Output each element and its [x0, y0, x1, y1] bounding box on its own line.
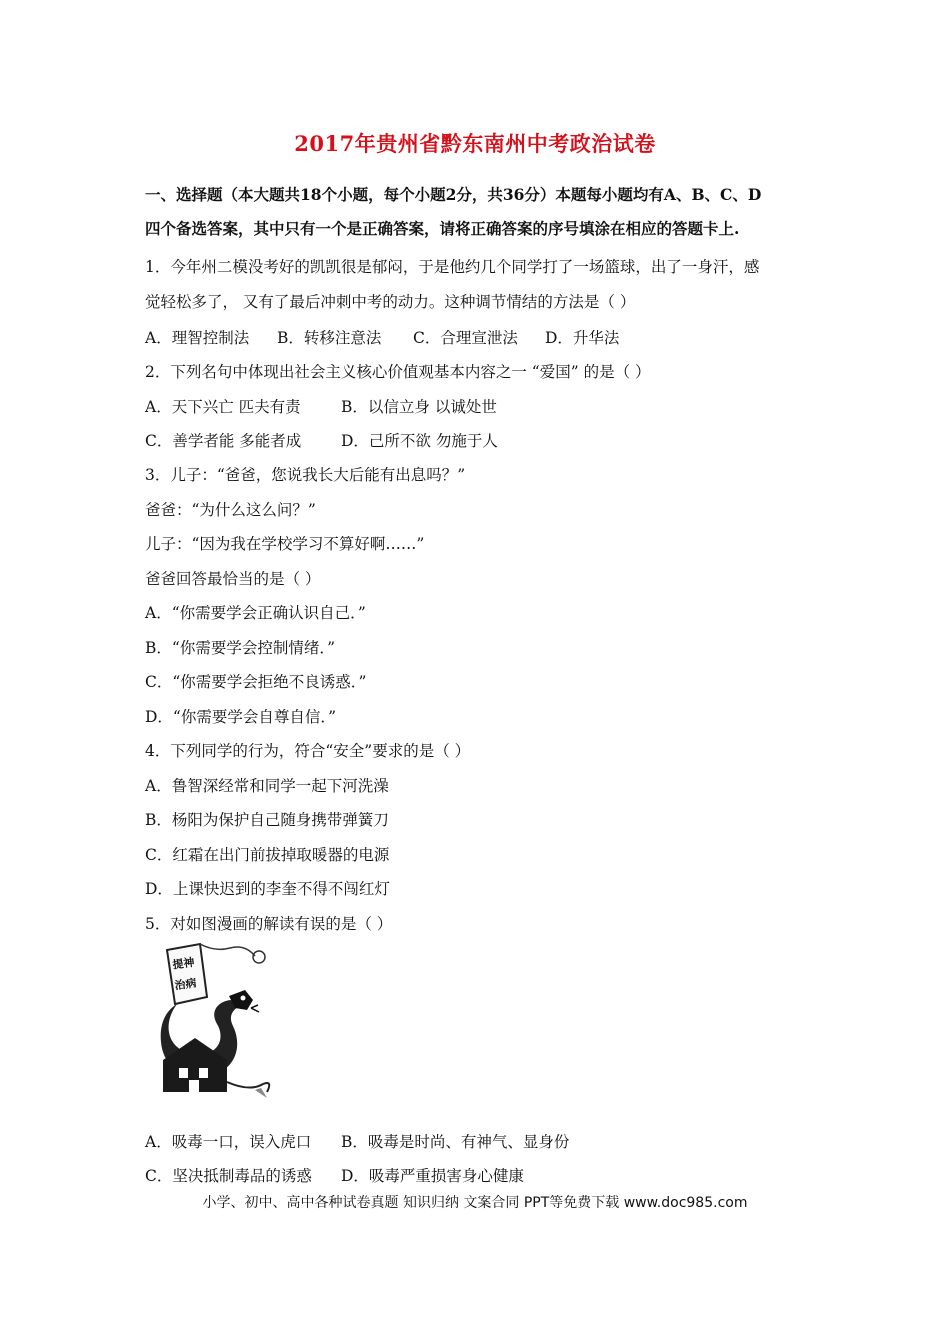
- cartoon-snake-tail: [227, 1082, 269, 1092]
- q5-options-row-2: [145, 1164, 815, 1186]
- page-footer: 小学、初中、高中各种试卷真题 知识归纳 文案合同 PPT等免费下载 www.doc985.com: [202, 1195, 748, 1211]
- q1-option-b: B．转移注意法: [277, 329, 382, 347]
- cartoon-sign-board: [167, 944, 265, 1004]
- cartoon-scribble: [255, 1088, 267, 1098]
- q1-option-a: A．理智控制法: [145, 329, 250, 347]
- q5-options-row-1: [145, 1130, 815, 1152]
- q3-option-c: C．“你需要学会拒绝不良诱惑．”: [145, 673, 367, 691]
- q2-option-b: B．以信立身 以诚处世: [341, 398, 497, 416]
- q2-stem: 2．下列名句中体现出社会主义核心价值观基本内容之一 “爱国” 的是（ ）: [145, 363, 651, 381]
- q2-options-row-2: [145, 429, 815, 451]
- q2-option-d: D．己所不欲 勿施于人: [341, 432, 498, 450]
- q1-stem-line-1: 1．今年州二模没考好的凯凯很是郁闷，于是他约几个同学打了一场篮球，出了一身汗，感: [145, 258, 760, 276]
- anti-drug-cartoon-image: [155, 942, 280, 1102]
- q5-option-d: D．吸毒严重损害身心健康: [341, 1167, 524, 1185]
- q4-option-c: C．红霜在出门前拔掉取暖器的电源: [145, 846, 390, 864]
- q3-line-2: 爸爸：“为什么这么问？”: [145, 501, 316, 519]
- q1-option-d: D．升华法: [545, 329, 620, 347]
- q4-stem: 4．下列同学的行为，符合“安全”要求的是（ ）: [145, 742, 471, 760]
- q2-options-row-1: [145, 395, 815, 417]
- q3-line-1: 3．儿子：“爸爸，您说我长大后能有出息吗？”: [145, 466, 466, 484]
- q5-option-b: B．吸毒是时尚、有神气、显身份: [341, 1133, 570, 1151]
- q3-line-3: 儿子：“因为我在学校学习不算好啊……”: [145, 535, 425, 553]
- section-heading-line-1: 一、选择题（本大题共18个小题，每个小题2分，共36分）本题每小题均有A、B、C、D: [145, 185, 762, 204]
- q3-option-a: A．“你需要学会正确认识自己．”: [145, 604, 366, 622]
- q1-option-c: C．合理宣泄法: [413, 329, 518, 347]
- q5-stem: 5．对如图漫画的解读有误的是（ ）: [145, 915, 393, 933]
- q2-option-a: A．天下兴亡 匹夫有责: [145, 398, 301, 416]
- q1-stem-line-2: 觉轻松多了， 又有了最后冲刺中考的动力。这种调节情结的方法是（ ）: [145, 293, 636, 311]
- q4-option-a: A．鲁智深经常和同学一起下河洗澡: [145, 777, 389, 795]
- cartoon-sign-text-1: 提神: [171, 955, 196, 972]
- q2-option-c: C．善学者能 多能者成: [145, 432, 302, 450]
- q1-options: [145, 326, 815, 348]
- cartoon-sign-text-2: 治病: [173, 976, 198, 993]
- q4-option-d: D．上课快迟到的李奎不得不闯红灯: [145, 880, 390, 898]
- q3-option-d: D．“你需要学会自尊自信．”: [145, 708, 337, 726]
- document-title: 2017年贵州省黔东南州中考政治试卷: [294, 131, 656, 156]
- q5-option-c: C．坚决抵制毒品的诱惑: [145, 1167, 312, 1185]
- section-heading-line-2: 四个备选答案，其中只有一个是正确答案，请将正确答案的序号填涂在相应的答题卡上.: [145, 219, 740, 238]
- q5-option-a: A．吸毒一口，误入虎口: [145, 1133, 312, 1151]
- q3-line-4: 爸爸回答最恰当的是（ ）: [145, 570, 321, 588]
- q3-option-b: B．“你需要学会控制情绪．”: [145, 639, 335, 657]
- q4-option-b: B．杨阳为保护自己随身携带弹簧刀: [145, 811, 389, 829]
- section-heading: [145, 178, 810, 246]
